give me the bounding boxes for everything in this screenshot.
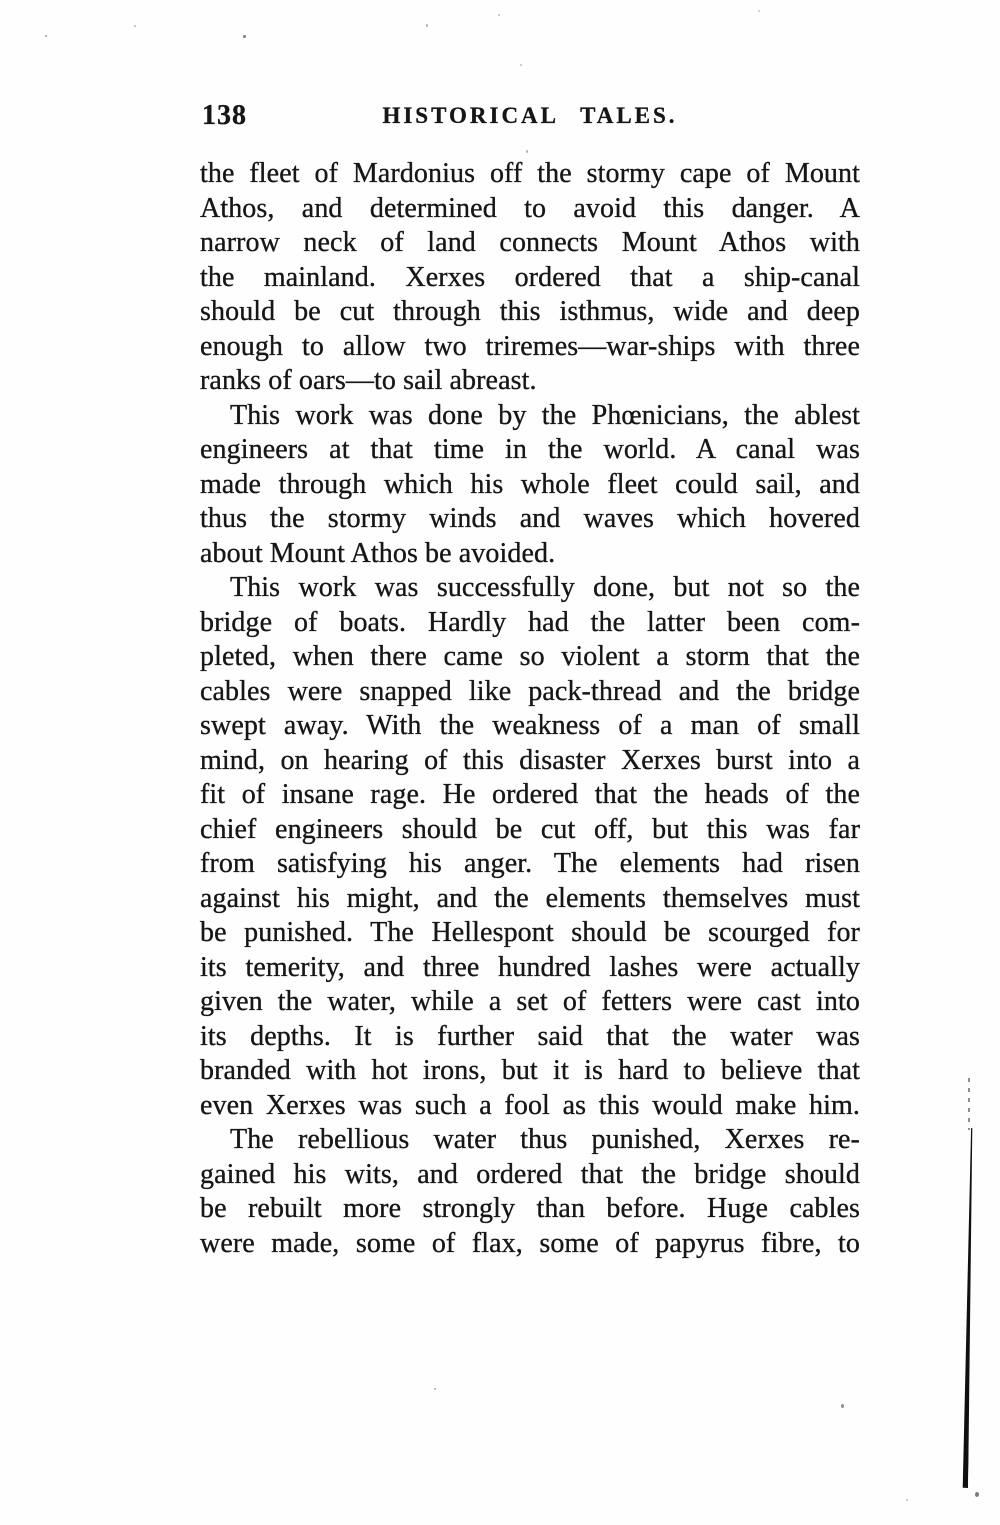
scan-artifact-line-faint [968,1078,970,1130]
text-line: its temerity, and three hundred lashes were actually [200,951,860,983]
text-line: gained his wits, and ordered that the bridge should [200,1158,860,1190]
scan-speck [975,1492,979,1497]
page-header [200,100,860,132]
text-line: swept away. With the weakness of a man of small [200,710,860,741]
scan-speck [434,1388,436,1390]
text-line: branded with hot irons, but it is hard to believe that [200,1055,860,1086]
text-line: chief engineers should be cut off, but this was far [200,813,860,845]
text-block [200,157,860,1261]
paragraph [200,571,860,1123]
scan-speck [758,10,760,12]
text-line: should be cut through this isthmus, wide and deep [200,296,860,327]
text-line: This work was successfully done, but not so the [230,572,860,603]
running-title: HISTORICAL TALES. [382,103,678,128]
scan-speck [498,14,500,16]
text-line: enough to allow two triremes—war-ships with three [200,330,860,362]
text-line: the mainland. Xerxes ordered that a ship-canal [200,261,860,293]
text-line: pleted, when there came so violent a storm that the [200,641,860,672]
scan-speck [520,64,522,66]
scan-speck [526,150,528,153]
text-line: given the water, while a set of fetters were cast into [200,986,860,1017]
text-line: fit of insane rage. He ordered that the heads of the [200,779,860,810]
scan-speck [426,24,428,27]
scan-speck [841,1404,844,1408]
text-line: ranks of oars—to sail abreast. [200,365,537,396]
text-line: be rebuilt more strongly than before. Huge cables [200,1193,860,1224]
text-line: mind, on hearing of this disaster Xerxes burst into a [200,744,860,776]
text-line: its depths. It is further said that the water was [200,1020,860,1052]
text-line: be punished. The Hellespont should be scourged for [200,917,860,948]
scan-speck [45,35,47,37]
text-line: made through which his whole fleet could sail, and [200,468,860,500]
paragraph [200,1123,860,1261]
text-line: engineers at that time in the world. A canal was [200,434,860,465]
text-line: bridge of boats. Hardly had the latter been com- [200,606,860,638]
text-line: the fleet of Mardonius off the stormy cape of Mount [200,158,860,189]
text-line: This work was done by the Phœnicians, the ablest [230,399,860,431]
scan-artifact-line [962,1128,975,1488]
scan-speck [134,25,136,27]
text-line: about Mount Athos be avoided. [200,537,556,569]
text-line: from satisfying his anger. The elements had risen [200,848,860,879]
text-line: thus the stormy winds and waves which hovered [200,503,860,534]
page-number: 138 [202,100,247,131]
text-line: were made, some of flax, some of papyrus fibre, to [200,1227,860,1259]
paragraph [200,157,860,399]
text-line: The rebellious water thus punished, Xerxes re- [230,1124,860,1155]
text-line: narrow neck of land connects Mount Athos with [200,227,860,258]
scan-speck [243,35,246,38]
text-line: cables were snapped like pack-thread and the bridge [200,675,860,707]
text-line: Athos, and determined to avoid this danger. A [200,192,860,224]
scan-speck [906,1499,908,1501]
text-line: even Xerxes was such a fool as this would make him. [200,1089,860,1121]
text-line: against his might, and the elements themselves must [200,882,860,914]
paragraph [200,399,860,572]
